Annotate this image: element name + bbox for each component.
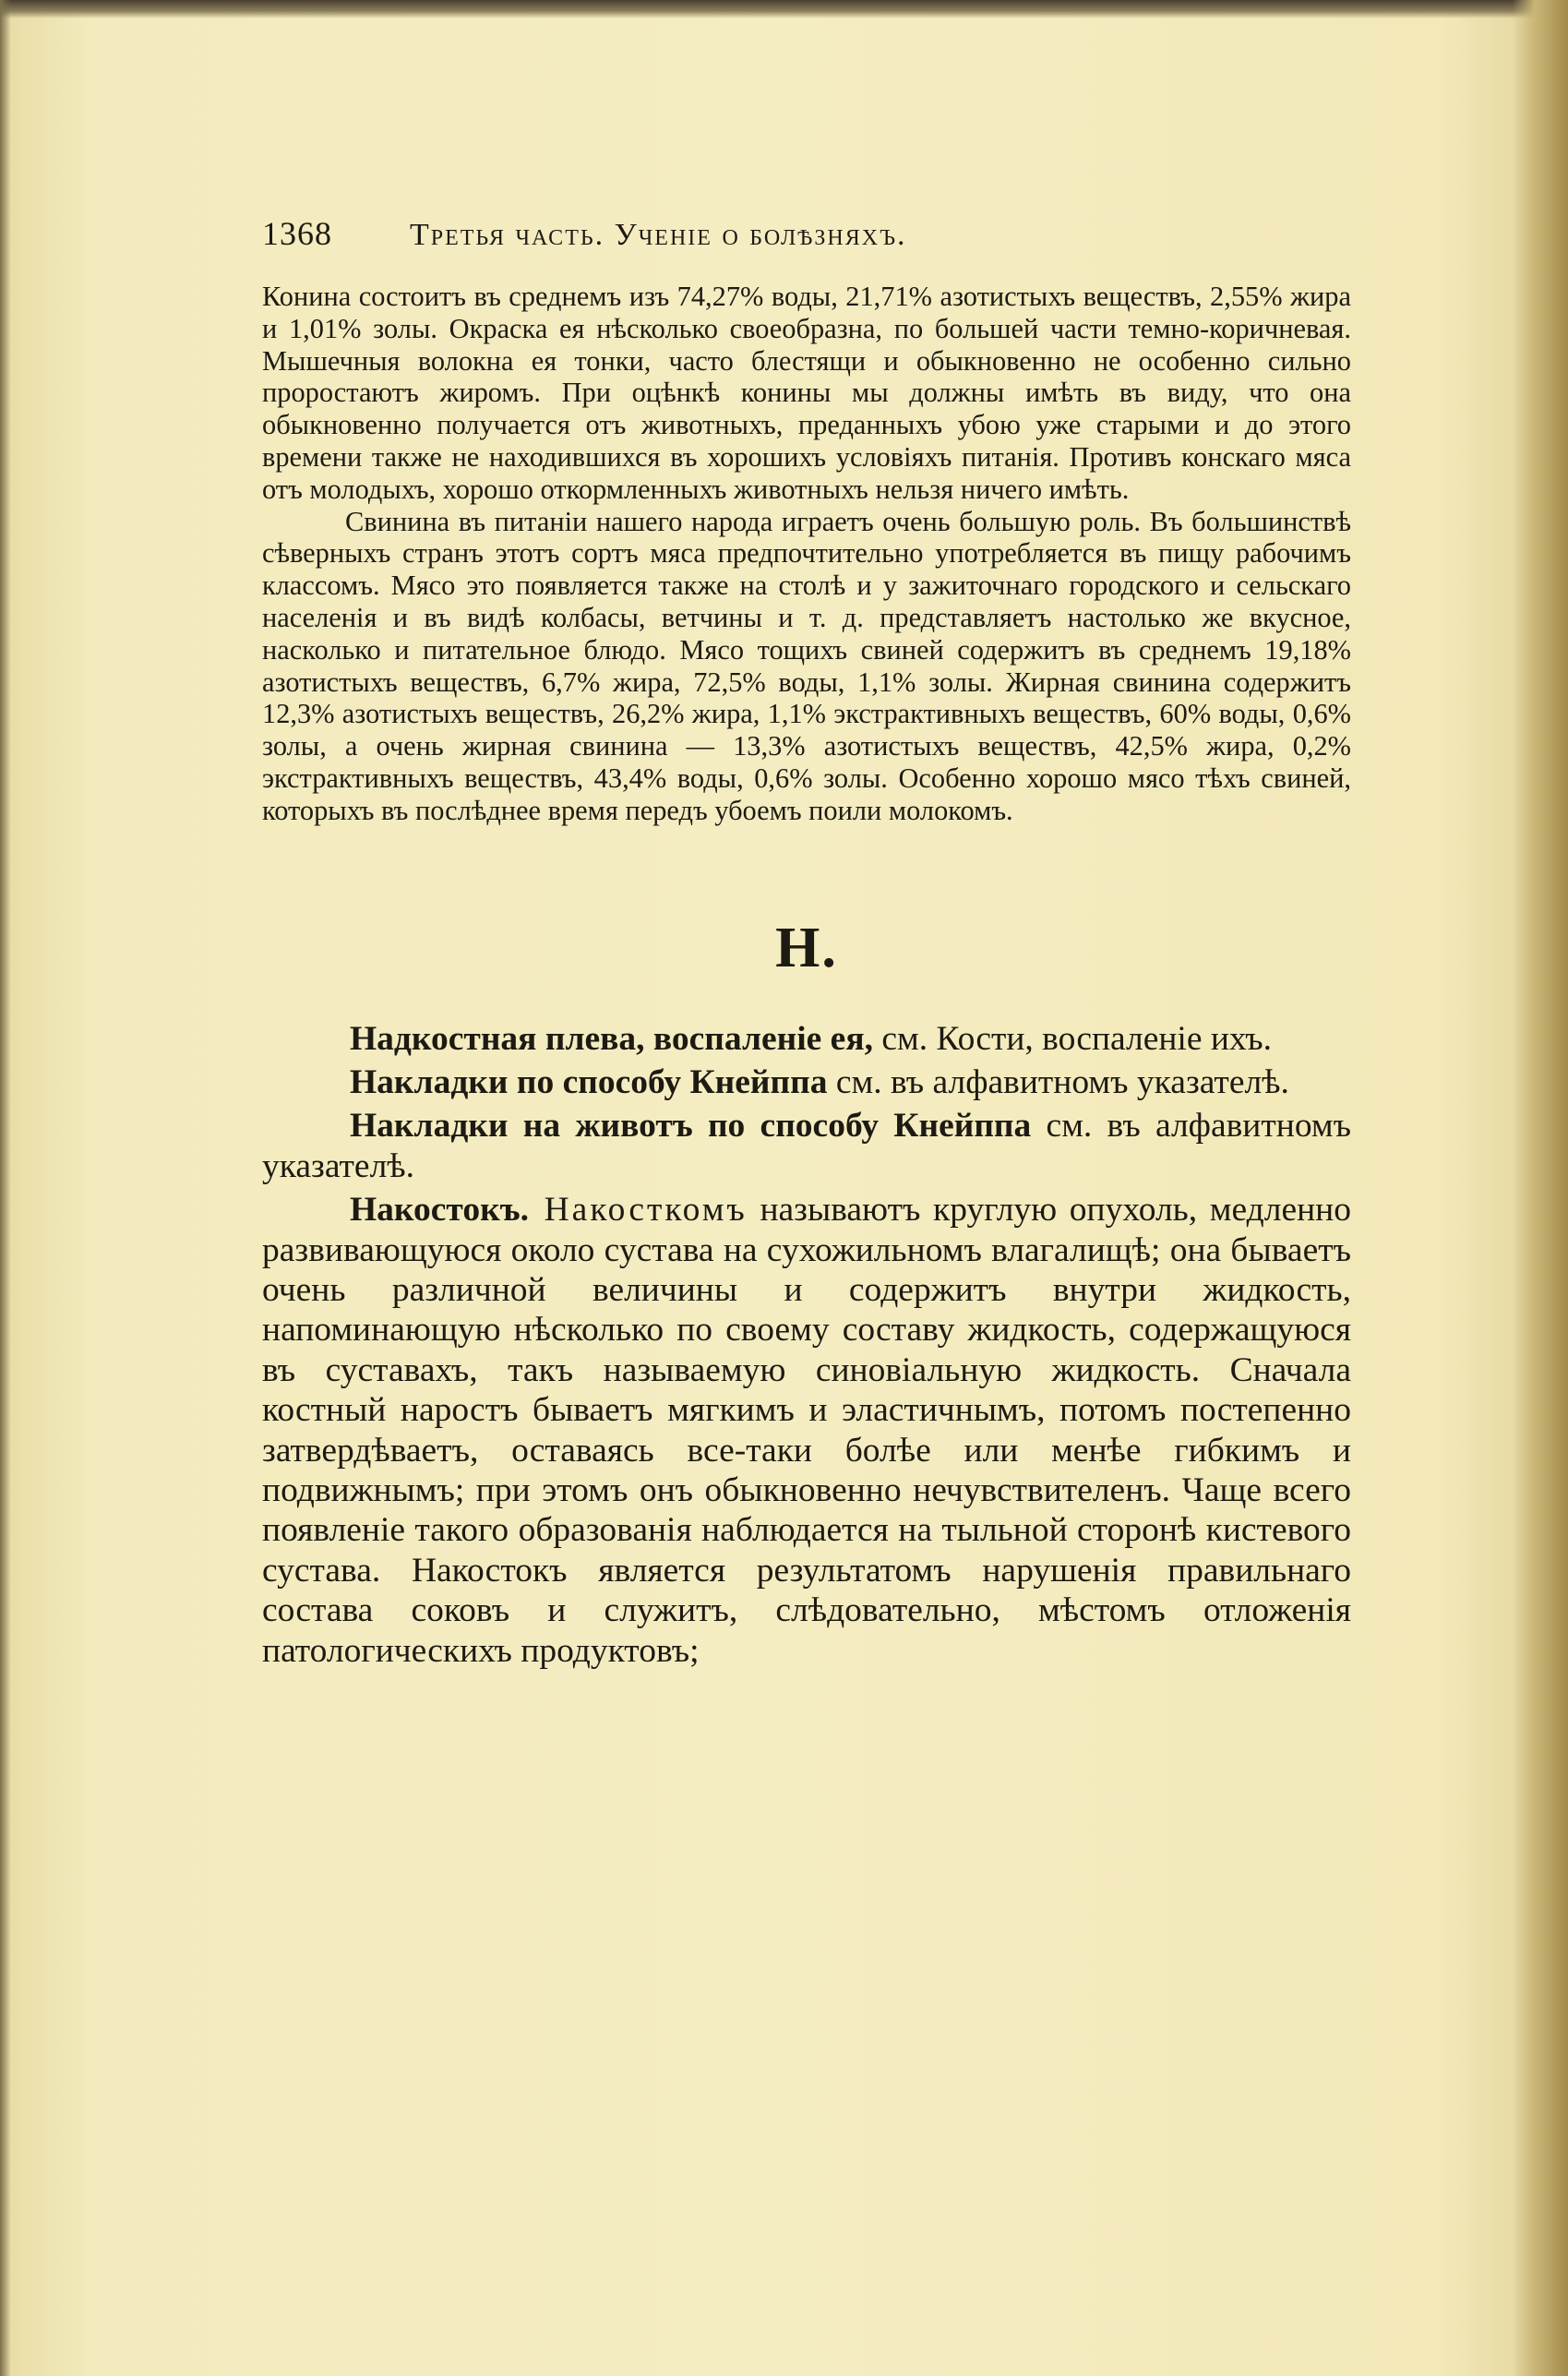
entry-term: Надкостная плева, воспаленіе ея, xyxy=(350,1019,873,1058)
entries-section xyxy=(262,1019,1351,1672)
paragraph-pork: Свинина въ питаніи нашего народа играетъ очень большую роль. Въ большинствѣ сѣверныхъ странъ этотъ сортъ мяса предпочтительно употребляется въ пищу рабочимъ классомъ. Мясо это появляется также на столѣ и у зажиточнаго городского и сельскаго населенія и въ видѣ колбасы, ветчины и т. д. представляетъ настолько же вкусное, насколько и питательное блюдо. Мясо тощихъ свиней содержитъ въ среднемъ 19,18% азотистыхъ веществъ, 6,7% жира, 72,5% воды, 1,1% золы. Жирная свинина содержитъ 12,3% азотистыхъ веществъ, 26,2% жира, 1,1% экстрактивныхъ веществъ, 60% воды, 0,6% золы, а очень жирная свинина — 13,3% азотистыхъ веществъ, 42,5% жира, 0,2% экстрактивныхъ веществъ, 43,4% воды, 0,6% золы. Особенно хорошо мясо тѣхъ свиней, которыхъ въ послѣднее время передъ убоемъ поили молокомъ. xyxy=(262,505,1351,826)
entry-text: см. въ алфавитномъ указателѣ. xyxy=(827,1062,1289,1101)
scan-right-edge xyxy=(1513,0,1568,2376)
small-print-section xyxy=(262,281,1351,827)
entry-term: Накладки по способу Кнейппа xyxy=(350,1062,828,1101)
scan-left-edge xyxy=(0,0,11,2376)
entry-text: см. Кости, воспаленіе ихъ. xyxy=(873,1019,1273,1058)
entry-term: Накладки на животъ по способу Кнейппа xyxy=(350,1107,1032,1146)
section-letter-heading: Н. xyxy=(775,916,838,979)
entry-text: см. въ алфавитномъ указателѣ. xyxy=(262,1107,1351,1185)
running-head xyxy=(262,214,1351,260)
paragraph-horse-meat: Конина состоитъ въ среднемъ изъ 74,27% воды, 21,71% азотистыхъ веществъ, 2,55% жира и 1,01% золы. Окраска ея нѣсколько своеобразна, по большей части темно-коричневая. Мышечныя волокна ея тонки, часто блестящи и обыкновенно не особенно сильно проростаютъ жиромъ. При оцѣнкѣ конины мы должны имѣть въ виду, что она обыкновенно получается отъ животныхъ, преданныхъ убою уже старыми и до этого времени также не находившихся въ хорошихъ условіяхъ питанія. Противъ конскаго мяса отъ молодыхъ, хорошо откормленныхъ животныхъ нельзя ничего имѣть. xyxy=(262,281,1351,505)
running-head-title: Третья часть. Ученіе о болѣзняхъ. xyxy=(410,218,907,252)
entry-spaced-term: Накосткомъ xyxy=(528,1191,748,1230)
page-number: 1368 xyxy=(262,215,332,252)
page-content xyxy=(262,214,1351,1674)
entry-ganglion xyxy=(262,1190,1351,1671)
scan-top-edge xyxy=(0,0,1568,18)
entry-kneipp-compresses xyxy=(262,1062,1351,1102)
entry-kneipp-abdomen xyxy=(262,1106,1351,1186)
entry-text: называютъ круглую опухоль, медленно развивающуюся около сустава на сухожильномъ влагалищѣ; она бываетъ очень различной величины и содержитъ внутри жидкость, напоминающую нѣсколько по своему составу жидкость, содержащуюся въ суставахъ, такъ называемую синовіальную жидкость. Сначала костный наростъ бываетъ мягкимъ и эластичнымъ, потомъ постепенно затвердѣваетъ, оставаясь все-таки болѣе или менѣе гибкимъ и подвижнымъ; при этомъ онъ обыкновенно нечувствителенъ. Чаще всего появленіе такого образованія наблюдается на тыльной сторонѣ кистевого сустава. Накостокъ является результатомъ нарушенія правильнаго состава соковъ и служитъ, слѣдовательно, мѣстомъ отложенія патологическихъ продуктовъ; xyxy=(262,1191,1351,1670)
entry-periosteum xyxy=(262,1019,1351,1059)
entry-term: Накостокъ. xyxy=(350,1191,529,1230)
